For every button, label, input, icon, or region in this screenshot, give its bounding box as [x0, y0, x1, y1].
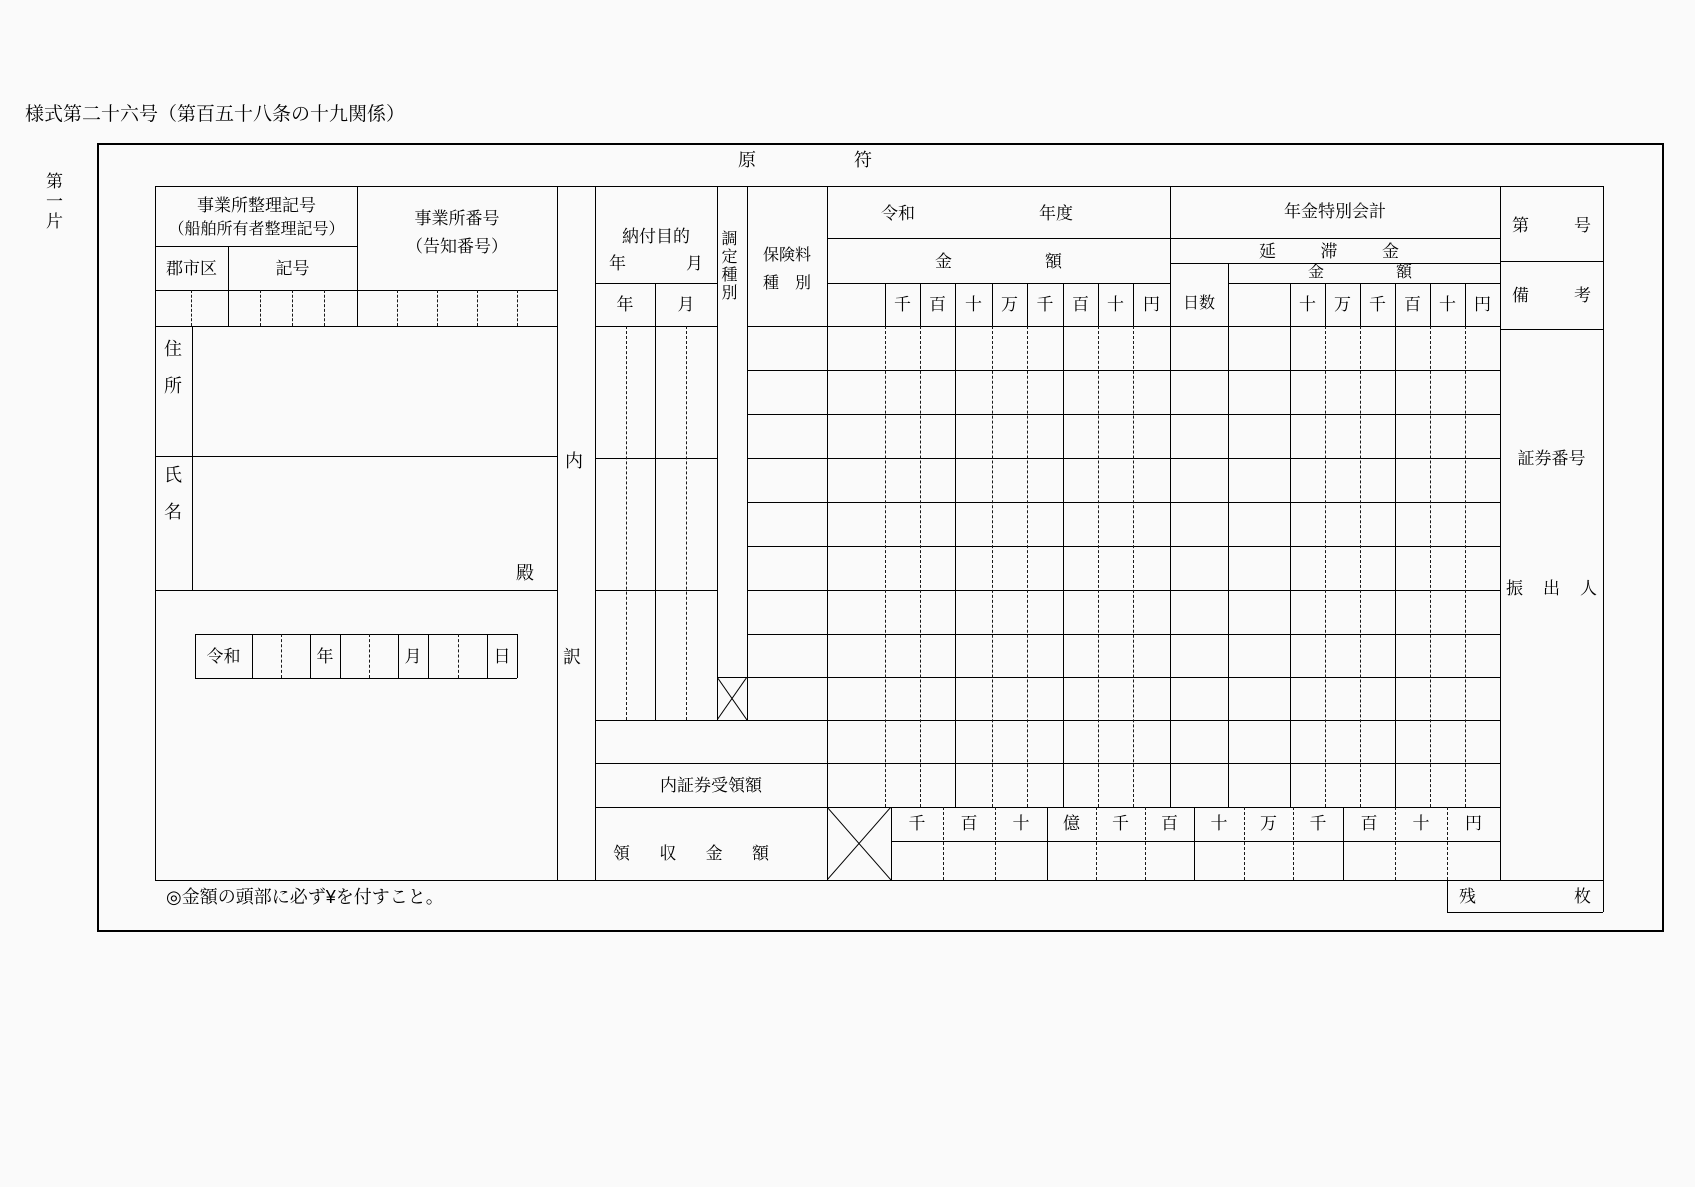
grid-line [595, 763, 1500, 764]
grid-line-dashed [437, 290, 438, 326]
receipt-digit-label: 百 [1360, 814, 1378, 833]
grid-line [155, 880, 1603, 881]
grid-line-dashed [1430, 326, 1431, 807]
grid-line [1290, 283, 1291, 807]
footer-note: ◎金額の頭部に必ず¥を付すこと。 [166, 887, 444, 907]
grid-line [1047, 807, 1048, 880]
name-label-2: 名 [164, 502, 182, 522]
delay-digit-label: 十 [1439, 295, 1456, 314]
grid-line-dashed [1145, 807, 1146, 880]
remaining-sheets-cell [1459, 880, 1591, 912]
symbol-label: 記号 [275, 259, 310, 278]
original-slip-stamp [738, 148, 872, 172]
grid-line [827, 238, 1500, 239]
grid-line [252, 634, 253, 678]
delay-digit-label: 千 [1369, 295, 1386, 314]
grid-line [1325, 283, 1326, 326]
grid-line [1447, 912, 1603, 913]
fiscal-era-label: 令和 [881, 204, 915, 223]
receipt-label-char: 額 [751, 843, 769, 863]
grid-line [891, 807, 892, 880]
grid-line [155, 290, 557, 291]
receipt-digit-label: 十 [1012, 814, 1030, 833]
grid-line [885, 283, 886, 326]
date-era-label: 令和 [206, 647, 241, 666]
serial-go-label: 号 [1574, 215, 1591, 235]
receipt-digit-label: 十 [1210, 814, 1228, 833]
receipt-digit-label: 千 [1309, 814, 1327, 833]
grid-line [891, 841, 1500, 842]
delay-digit-label: 百 [1404, 295, 1421, 314]
grid-line [1194, 807, 1195, 880]
purpose-month-label: 月 [686, 253, 703, 273]
grid-line [428, 634, 429, 678]
grid-line [827, 283, 1170, 284]
amount-digit-label: 千 [894, 295, 911, 314]
premium-type-line1: 保険料 [762, 247, 811, 264]
amount-digit-label: 百 [1072, 295, 1089, 314]
grid-line-dashed [943, 807, 944, 880]
days-label: 日数 [1182, 295, 1215, 312]
grid-line [195, 678, 517, 679]
assessment-type-label: 調定種別 [719, 230, 736, 302]
grid-line [1465, 283, 1466, 326]
crossed-out-cell-icon [717, 677, 747, 720]
grid-line-dashed [1395, 807, 1396, 880]
office-code-subtitle: （船舶所有者整理記号） [168, 221, 345, 238]
grid-line-dashed [1096, 807, 1097, 880]
receipt-amount-label [613, 843, 769, 863]
purpose-year-month [609, 254, 703, 272]
grid-line [1395, 283, 1396, 807]
grid-line [747, 634, 1500, 635]
serial-dai-label: 第 [1512, 215, 1529, 235]
grid-line [1170, 186, 1171, 807]
receipt-digit-label: 億 [1063, 814, 1080, 833]
grid-line [192, 326, 193, 590]
stamp-char-fu: 符 [854, 150, 872, 170]
date-year-label: 年 [316, 647, 334, 666]
address-label-2: 所 [164, 376, 182, 396]
grid-line [1170, 263, 1500, 264]
premium-type-line2: 種 別 [762, 275, 811, 292]
drawer-char: 出 [1543, 578, 1560, 598]
grid-line-dashed [1325, 326, 1326, 807]
grid-line [517, 634, 518, 678]
purpose-title: 納付目的 [622, 227, 690, 246]
grid-line-dashed [920, 326, 921, 807]
grid-line-dashed [1098, 326, 1099, 807]
grid-line [595, 186, 596, 880]
grid-line-dashed [1027, 326, 1028, 807]
grid-line [717, 186, 718, 720]
grid-line [747, 546, 1500, 547]
grid-line-dashed [995, 807, 996, 880]
grid-line [340, 634, 341, 678]
grid-line [155, 246, 357, 247]
office-number-title: 事業所番号 [414, 209, 500, 228]
grid-line [747, 326, 1500, 327]
remarks-char: 備 [1512, 285, 1529, 305]
remarks-cell [1512, 261, 1591, 329]
remaining-char: 枚 [1574, 886, 1591, 906]
grid-line [1430, 283, 1431, 326]
district-label: 郡市区 [166, 259, 217, 278]
breakdown-label-2: 訳 [563, 647, 581, 667]
form-title: 様式第二十六号（第百五十八条の十九関係） [25, 104, 406, 125]
pension-account-title: 年金特別会計 [1284, 202, 1386, 221]
grid-line-dashed [324, 290, 325, 326]
grid-line [1500, 329, 1603, 330]
grid-line [1063, 283, 1064, 807]
grid-line [1603, 186, 1604, 912]
stamp-char-hara: 原 [738, 150, 756, 170]
delay-money-title [1259, 241, 1399, 261]
amount-digit-label: 十 [965, 295, 982, 314]
office-code-title: 事業所整理記号 [197, 196, 316, 215]
amount-digit-label: 円 [1143, 295, 1160, 314]
grid-line [747, 502, 1500, 503]
grid-line-dashed [281, 634, 282, 678]
grid-line [747, 370, 1500, 371]
grid-line [195, 634, 196, 678]
grid-line [595, 283, 717, 284]
year-col-label: 年 [616, 295, 634, 314]
grid-line [1500, 261, 1603, 262]
grid-line-dashed [1465, 326, 1466, 807]
breakdown-label-1: 内 [565, 451, 583, 471]
drawer-char: 人 [1580, 578, 1597, 598]
receipt-label-char: 金 [705, 843, 723, 863]
slip-number-label: 第一片 [43, 172, 62, 232]
amount-kin-label: 金 [935, 252, 952, 271]
grid-line [1228, 263, 1229, 807]
grid-line-dashed [369, 634, 370, 678]
grid-line-dashed [477, 290, 478, 326]
grid-line [487, 634, 488, 678]
receipt-digit-label: 千 [1112, 814, 1129, 833]
grid-line [195, 634, 517, 635]
grid-line [595, 590, 717, 591]
grid-line-dashed [260, 290, 261, 326]
grid-line [747, 186, 748, 720]
crossed-out-cell-icon [827, 807, 891, 880]
amount-digit-label: 千 [1036, 295, 1054, 314]
grid-line [357, 186, 358, 326]
grid-line [955, 283, 956, 807]
grid-line-dashed [992, 326, 993, 807]
delay-title-char: 金 [1382, 241, 1399, 261]
receipt-digit-label: 万 [1260, 814, 1277, 833]
grid-line [655, 283, 656, 720]
date-month-label: 月 [404, 647, 422, 666]
grid-line-dashed [397, 290, 398, 326]
grid-line [557, 186, 558, 880]
grid-line [1133, 283, 1134, 326]
receipt-digit-label: 千 [908, 814, 926, 833]
receipt-label-char: 領 [613, 843, 630, 863]
grid-line-dashed [686, 326, 687, 720]
grid-line-dashed [1447, 807, 1448, 880]
grid-line [1360, 283, 1361, 326]
grid-line [228, 246, 229, 326]
receipt-label-char: 収 [659, 843, 677, 863]
amount-digit-label: 百 [929, 295, 946, 314]
grid-line-dashed [191, 290, 192, 326]
fiscal-year-label: 年度 [1039, 204, 1073, 223]
grid-line [827, 186, 828, 880]
grid-line-dashed [1133, 326, 1134, 807]
delay-digit-label: 万 [1334, 295, 1351, 314]
honorific-label: 殿 [516, 563, 534, 583]
grid-line-dashed [517, 290, 518, 326]
cert-received-label: 内証券受領額 [660, 776, 762, 795]
grid-line [1343, 807, 1344, 880]
grid-line [747, 590, 1500, 591]
grid-line-dashed [458, 634, 459, 678]
cert-number-label: 証券番号 [1517, 449, 1586, 468]
delay-digit-label: 十 [1299, 295, 1316, 314]
grid-line-dashed [292, 290, 293, 326]
grid-line-dashed [1360, 326, 1361, 807]
delay-gaku-label: 額 [1396, 264, 1413, 281]
grid-line [310, 634, 311, 678]
grid-line [398, 634, 399, 678]
grid-line [717, 677, 1500, 678]
grid-line [155, 326, 557, 327]
grid-line [155, 456, 557, 457]
delay-title-char: 延 [1259, 241, 1276, 261]
drawer-label [1506, 578, 1597, 598]
grid-line [992, 283, 993, 326]
grid-line [1027, 283, 1028, 326]
delay-title-char: 滞 [1320, 241, 1338, 261]
amount-digit-label: 十 [1107, 295, 1124, 314]
grid-line [155, 590, 557, 591]
grid-line [1500, 186, 1501, 880]
grid-line [1098, 283, 1099, 326]
grid-line-dashed [1244, 807, 1245, 880]
grid-line [155, 186, 1603, 187]
month-col-label: 月 [677, 295, 695, 314]
grid-line [1228, 283, 1500, 284]
name-label-1: 氏 [164, 465, 182, 485]
drawer-char: 振 [1506, 578, 1523, 598]
receipt-digit-label: 百 [1161, 814, 1178, 833]
grid-line [595, 458, 717, 459]
delay-digit-label: 円 [1474, 295, 1491, 314]
grid-line [1447, 880, 1448, 912]
address-label-1: 住 [164, 339, 182, 359]
receipt-digit-label: 百 [960, 814, 978, 833]
office-number-subtitle: （告知番号） [406, 237, 508, 256]
amount-digit-label: 万 [1001, 295, 1018, 314]
amount-gaku-label: 額 [1045, 252, 1062, 271]
receipt-digit-label: 十 [1412, 814, 1430, 833]
remarks-char: 考 [1574, 285, 1591, 305]
grid-line [155, 186, 156, 880]
grid-line-dashed [1293, 807, 1294, 880]
grid-line [595, 326, 717, 327]
date-day-label: 日 [493, 647, 511, 666]
grid-line-dashed [626, 326, 627, 720]
grid-line [595, 720, 1500, 721]
slip-serial-cell [1512, 189, 1591, 261]
remaining-char: 残 [1459, 886, 1476, 906]
receipt-digit-label: 円 [1465, 814, 1482, 833]
grid-line [920, 283, 921, 326]
grid-line-dashed [885, 326, 886, 807]
delay-kin-label: 金 [1308, 264, 1325, 281]
grid-line [747, 458, 1500, 459]
purpose-year-label: 年 [609, 253, 626, 273]
grid-line [747, 414, 1500, 415]
